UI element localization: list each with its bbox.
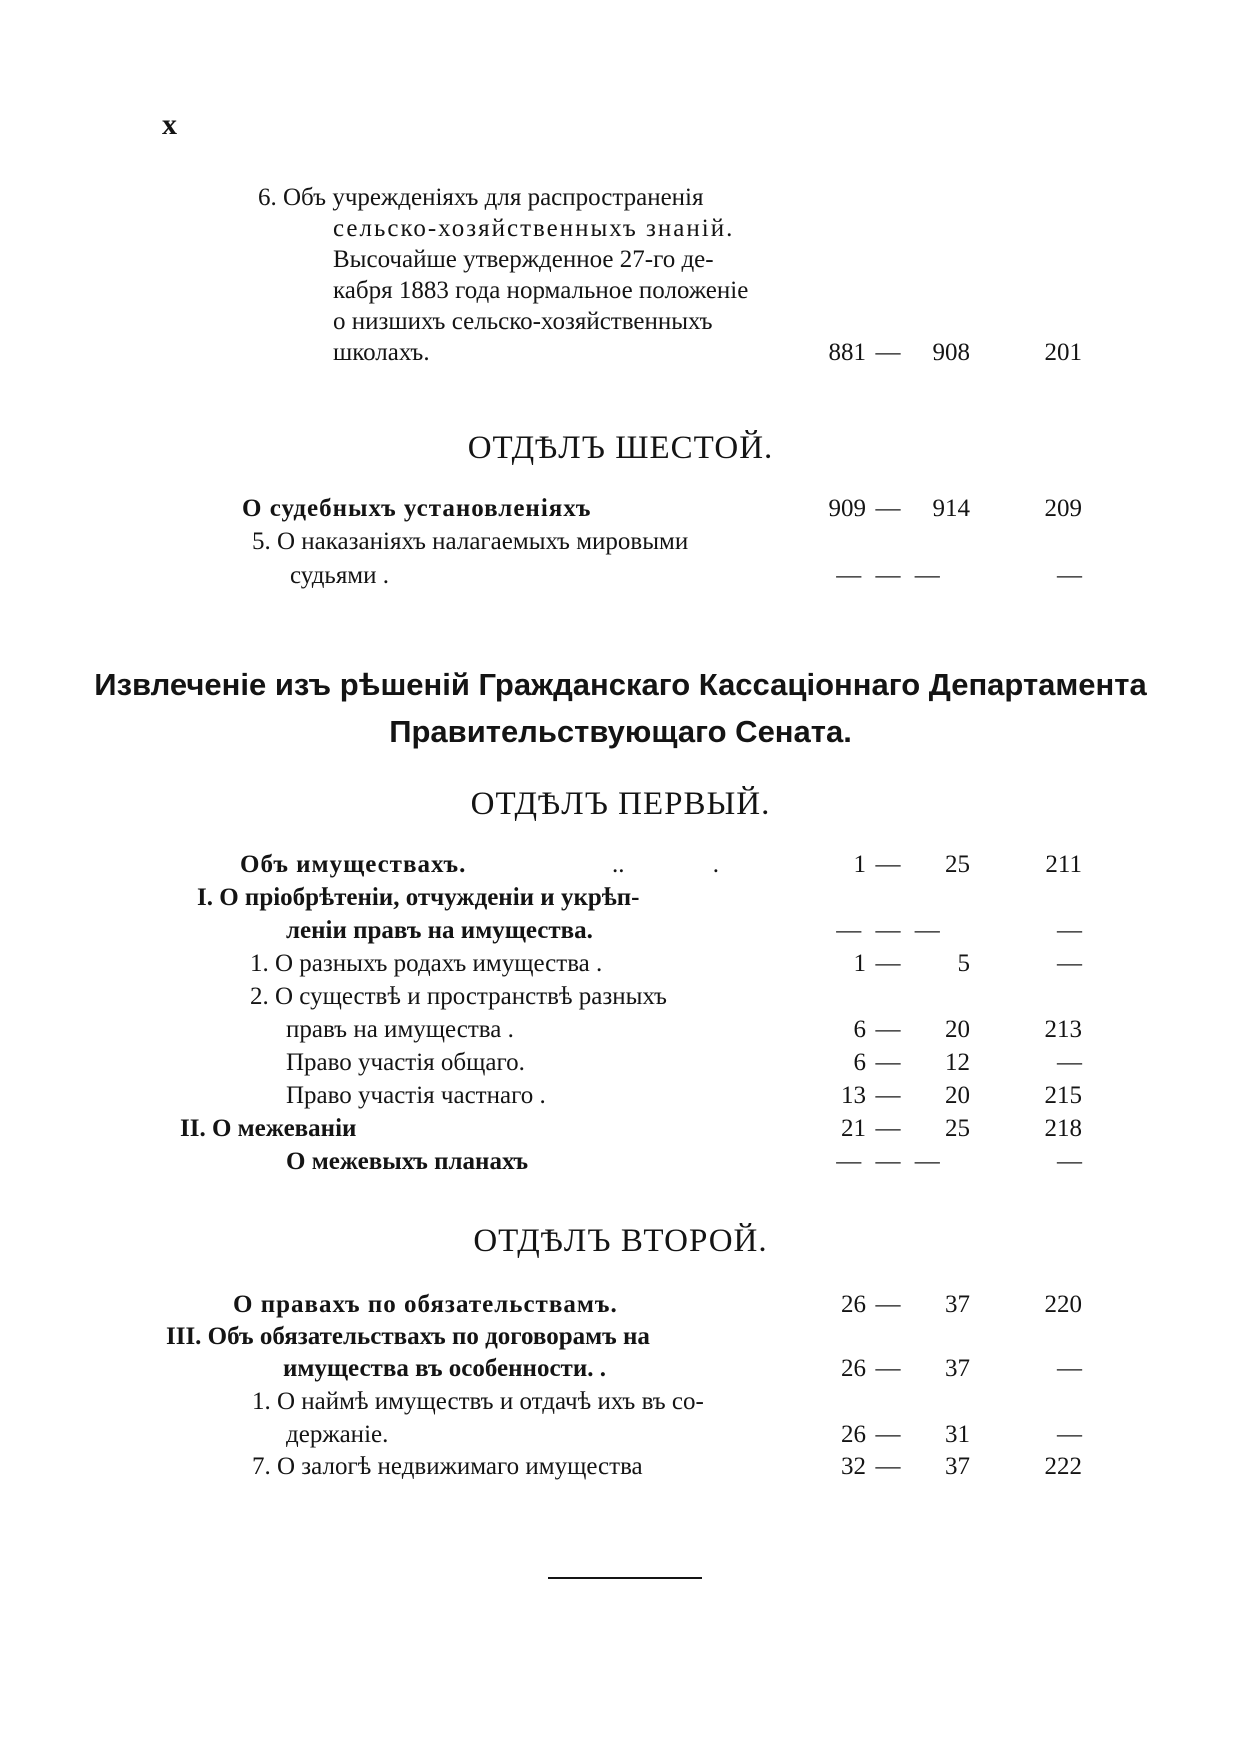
section1-item2-dash: —	[875, 1016, 901, 1043]
section1-main-to: 25	[945, 851, 970, 878]
section2-item7-label: 7. О залогѣ недвижимаго имущества	[252, 1453, 643, 1480]
section1-main-label: Объ имуществахъ.	[240, 851, 467, 878]
extract-title-line-1: Извлеченіе изъ рѣшеній Гражданскаго Кассаціоннаго Департамента	[94, 667, 1147, 702]
section1-sub-private-label: Право участія частнаго .	[286, 1082, 546, 1109]
section1-main-dots: .. .	[612, 851, 719, 878]
section6-item5-span: — — —	[836, 562, 944, 589]
section1-item2-line-2: правъ на имущества .	[286, 1016, 514, 1043]
section2-item7-from: 32	[841, 1453, 866, 1480]
section6-main-to: 914	[932, 495, 970, 522]
section1-item1-to: 5	[957, 950, 970, 977]
section2-part3-dash: —	[875, 1355, 901, 1382]
section1-main-dash: —	[875, 851, 901, 878]
section2-main-label: О правахъ по обязательствамъ.	[233, 1291, 618, 1318]
top-entry-line-3: Высочайше утвержденное 27-го де-	[333, 246, 714, 273]
extract-title-line-2: Правительствующаго Сената.	[389, 714, 852, 749]
section1-plans-page: —	[1057, 1148, 1082, 1175]
section6-main-label: О судебныхъ установленіяхъ	[242, 495, 592, 522]
top-entry-line-1: 6. Объ учрежденіяхъ для распространенія	[258, 184, 704, 211]
section1-item1-page: —	[1057, 950, 1082, 977]
top-entry-line-4: кабря 1883 года нормальное положеніе	[333, 277, 749, 304]
section1-sub-private-to: 20	[945, 1082, 970, 1109]
section1-item2-to: 20	[945, 1016, 970, 1043]
section1-part1-page: —	[1057, 917, 1082, 944]
closing-rule	[548, 1577, 702, 1579]
section1-item2-page: 213	[1044, 1016, 1082, 1043]
section2-item1-dash: —	[875, 1421, 901, 1448]
section1-heading: ОТДѢЛЪ ПЕРВЫЙ.	[470, 786, 771, 822]
section1-part2-page: 218	[1044, 1115, 1082, 1142]
section2-part3-page: —	[1057, 1355, 1082, 1382]
section2-item1-line-2: держаніе.	[286, 1421, 389, 1448]
section2-heading: ОТДѢЛЪ ВТОРОЙ.	[473, 1223, 768, 1259]
section2-part3-from: 26	[841, 1355, 866, 1382]
section2-item7-page: 222	[1044, 1453, 1082, 1480]
section2-main-from: 26	[841, 1291, 866, 1318]
top-entry-dash: —	[875, 339, 901, 366]
section1-sub-common-from: 6	[853, 1049, 866, 1076]
section6-heading: ОТДѢЛЪ ШЕСТОЙ.	[467, 430, 774, 466]
section6-main-dash: —	[875, 495, 901, 522]
section1-sub-common-dash: —	[875, 1049, 901, 1076]
section1-item1-label: 1. О разныхъ родахъ имущества .	[250, 950, 603, 977]
section1-sub-private-page: 215	[1044, 1082, 1082, 1109]
section1-sub-private-dash: —	[875, 1082, 901, 1109]
top-entry-page: 201	[1044, 339, 1082, 366]
section1-part2-to: 25	[945, 1115, 970, 1142]
section6-item5-page: —	[1057, 562, 1082, 589]
section2-main-dash: —	[875, 1291, 901, 1318]
section6-item5-line-2: судьями .	[290, 562, 390, 589]
top-entry-line-2: сельско-хозяйственныхъ знаній.	[333, 215, 735, 242]
section2-item1-to: 31	[945, 1421, 970, 1448]
section2-part3-line-1: III. Объ обязательствахъ по договорамъ на	[166, 1323, 650, 1350]
section1-item1-dash: —	[875, 950, 901, 977]
section2-part3-line-2: имущества въ особенности. .	[283, 1355, 606, 1382]
section6-main-page: 209	[1044, 495, 1082, 522]
section1-part1-line-1: I. О пріобрѣтеніи, отчужденіи и укрѣп-	[197, 884, 640, 911]
section1-part1-line-2: леніи правъ на имущества.	[286, 917, 593, 944]
section2-main-to: 37	[945, 1291, 970, 1318]
section6-main-from: 909	[828, 495, 866, 522]
section1-item2-line-1: 2. О существѣ и пространствѣ разныхъ	[250, 983, 667, 1010]
section2-item1-from: 26	[841, 1421, 866, 1448]
section1-plans-label: О межевыхъ планахъ	[286, 1148, 529, 1175]
section1-item1-from: 1	[853, 950, 866, 977]
section1-part2-dash: —	[875, 1115, 901, 1142]
section2-item1-page: —	[1057, 1421, 1082, 1448]
section2-item7-dash: —	[875, 1453, 901, 1480]
section1-sub-private-from: 13	[841, 1082, 866, 1109]
section2-item7-to: 37	[945, 1453, 970, 1480]
section1-part2-from: 21	[841, 1115, 866, 1142]
section1-sub-common-page: —	[1057, 1049, 1082, 1076]
section1-sub-common-to: 12	[945, 1049, 970, 1076]
section6-item5-line-1: 5. О наказаніяхъ налагаемыхъ мировыми	[252, 528, 689, 555]
top-entry-line-6: школахъ.	[333, 339, 430, 366]
top-entry-to: 908	[932, 339, 970, 366]
top-entry-from: 881	[828, 339, 866, 366]
section2-main-page: 220	[1044, 1291, 1082, 1318]
section1-part2-label: II. О межеваніи	[180, 1115, 357, 1142]
section1-item2-from: 6	[853, 1016, 866, 1043]
top-entry-line-5: о низшихъ сельско-хозяйственныхъ	[333, 308, 713, 335]
section1-plans-span: — — —	[836, 1148, 944, 1175]
section1-main-from: 1	[853, 851, 866, 878]
page-number: x	[162, 108, 177, 141]
section1-sub-common-label: Право участія общаго.	[286, 1049, 525, 1076]
section2-item1-line-1: 1. О наймѣ имуществъ и отдачѣ ихъ въ со-	[252, 1388, 704, 1415]
section1-main-page: 211	[1045, 851, 1082, 878]
section1-part1-span: — — —	[836, 917, 944, 944]
section2-part3-to: 37	[945, 1355, 970, 1382]
